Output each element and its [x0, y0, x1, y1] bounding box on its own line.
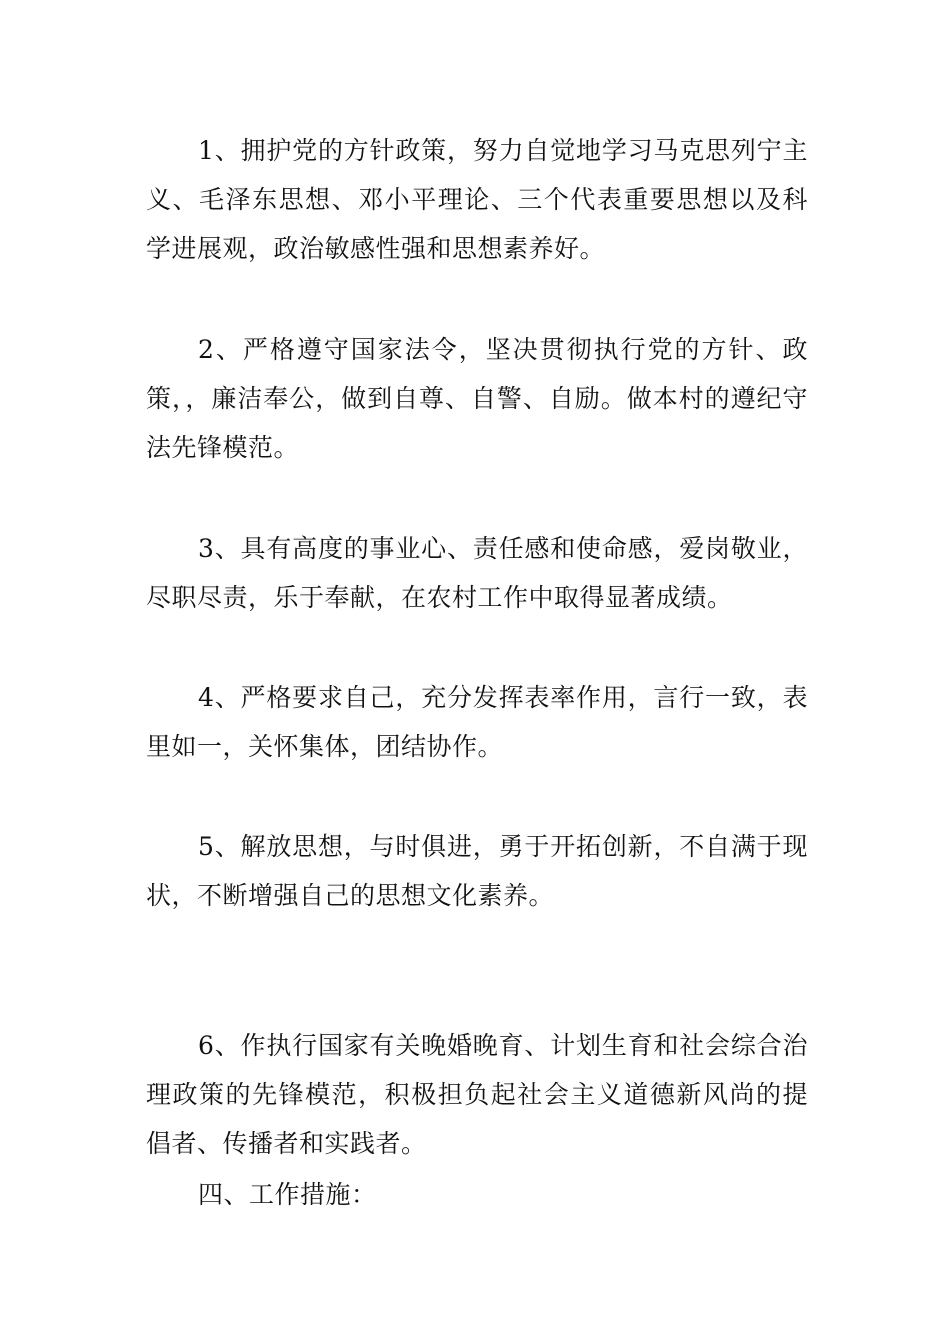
paragraph-item-4: 4、严格要求自己，充分发挥表率作用，言行一致，表里如一，关怀集体，团结协作。 — [146, 683, 808, 761]
paragraph-item-1: 1、拥护党的方针政策，努力自觉地学习马克思列宁主义、毛泽东思想、邓小平理论、三个代表重要思想以及科学进展观，政治敏感性强和思想素养好。 — [146, 136, 808, 263]
paragraph-item-5: 5、解放思想，与时俱进，勇于开拓创新，不自满于现状，不断增强自己的思想文化素养。 — [146, 832, 808, 910]
paragraph-item-6: 6、作执行国家有关晚婚晚育、计划生育和社会综合治理政策的先锋模范，积极担负起社会主义道德新风尚的提倡者、传播者和实践者。 — [146, 1031, 808, 1158]
paragraph-item-3: 3、具有高度的事业心、责任感和使命感，爱岗敬业，尽职尽责，乐于奉献，在农村工作中取得显著成绩。 — [146, 534, 808, 612]
paragraph-item-2: 2、严格遵守国家法令，坚决贯彻执行党的方针、政策，，廉洁奉公，做到自尊、自警、自励。做本村的遵纪守法先锋模范。 — [146, 335, 808, 462]
section-heading-work-measures: 四、工作措施： — [198, 1180, 377, 1209]
